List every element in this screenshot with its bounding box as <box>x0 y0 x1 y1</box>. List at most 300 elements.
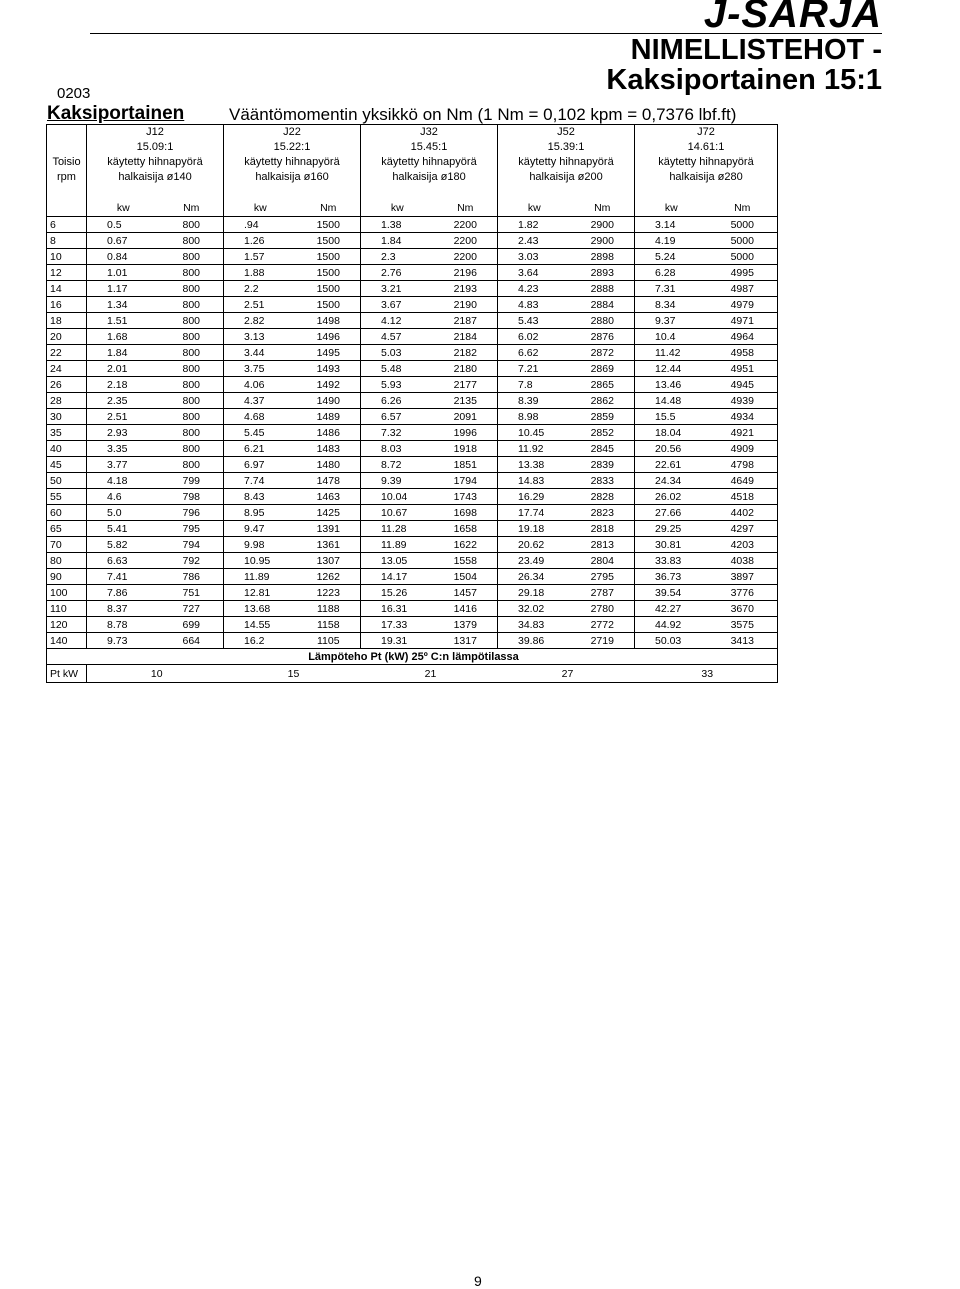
nm-cell: 800 <box>157 233 224 249</box>
kw-cell: 5.03 <box>361 345 431 361</box>
kw-cell: 2.43 <box>498 233 568 249</box>
kw-cell: 7.32 <box>361 425 431 441</box>
nm-cell: 4971 <box>705 313 778 329</box>
kw-cell: 16.2 <box>224 633 294 649</box>
rpm-cell: 60 <box>47 505 87 521</box>
kw-cell: 9.39 <box>361 473 431 489</box>
kw-cell: 4.83 <box>498 297 568 313</box>
rpm-cell: 45 <box>47 457 87 473</box>
table-row <box>47 377 778 393</box>
kw-cell: 5.82 <box>87 537 157 553</box>
nm-cell: 1493 <box>294 361 361 377</box>
document-code: 0203 <box>57 85 91 102</box>
rpm-cell: 40 <box>47 441 87 457</box>
kw-cell: 6.57 <box>361 409 431 425</box>
kw-cell: 7.8 <box>498 377 568 393</box>
kw-cell: 7.74 <box>224 473 294 489</box>
kw-cell: 0.84 <box>87 249 157 265</box>
kw-cell: 14.83 <box>498 473 568 489</box>
pulley-diameter: halkaisija ø280 <box>635 170 778 185</box>
nm-cell: 800 <box>157 409 224 425</box>
nm-cell: 4934 <box>705 409 778 425</box>
nm-cell: 1416 <box>431 601 498 617</box>
ratings-table <box>46 124 778 683</box>
table-row <box>47 281 778 297</box>
nm-cell: 2833 <box>568 473 635 489</box>
pt-value: 21 <box>361 665 498 683</box>
table-row <box>47 217 778 233</box>
nm-cell: 2869 <box>568 361 635 377</box>
rpm-cell: 65 <box>47 521 87 537</box>
nm-cell: 1698 <box>431 505 498 521</box>
nm-cell: 1391 <box>294 521 361 537</box>
nm-cell: 2091 <box>431 409 498 425</box>
nm-cell: 3413 <box>705 633 778 649</box>
rpm-cell: 80 <box>47 553 87 569</box>
kw-cell: 30.81 <box>635 537 705 553</box>
kw-cell: 4.19 <box>635 233 705 249</box>
pt-row <box>47 665 778 683</box>
kw-cell: 1.01 <box>87 265 157 281</box>
kw-cell: 42.27 <box>635 601 705 617</box>
kw-cell: 23.49 <box>498 553 568 569</box>
pulley-row-2 <box>47 170 778 185</box>
kw-cell: 8.72 <box>361 457 431 473</box>
kw-cell: 6.02 <box>498 329 568 345</box>
nm-cell: 1743 <box>431 489 498 505</box>
table-row <box>47 249 778 265</box>
kw-cell: 8.39 <box>498 393 568 409</box>
nm-cell: 1489 <box>294 409 361 425</box>
model-name: J52 <box>498 125 635 141</box>
unit-row <box>47 200 778 217</box>
nm-cell: 1105 <box>294 633 361 649</box>
kw-cell: 7.86 <box>87 585 157 601</box>
nm-cell: 800 <box>157 393 224 409</box>
kw-cell: 5.43 <box>498 313 568 329</box>
table-row <box>47 329 778 345</box>
nm-cell: 800 <box>157 329 224 345</box>
nm-cell: 2845 <box>568 441 635 457</box>
kw-cell: 3.64 <box>498 265 568 281</box>
nm-cell: 1622 <box>431 537 498 553</box>
nm-cell: 2880 <box>568 313 635 329</box>
pulley-label: käytetty hihnapyörä <box>224 155 361 170</box>
kw-cell: 5.41 <box>87 521 157 537</box>
rpm-cell: 90 <box>47 569 87 585</box>
nm-cell: 5000 <box>705 249 778 265</box>
nm-cell: 800 <box>157 217 224 233</box>
rpm-cell: 14 <box>47 281 87 297</box>
nm-cell: 1495 <box>294 345 361 361</box>
unit-kw: kw <box>224 200 294 217</box>
model-ratio: 15.22:1 <box>224 140 361 155</box>
rpm-cell: 20 <box>47 329 87 345</box>
kw-cell: 5.45 <box>224 425 294 441</box>
kw-cell: 10.95 <box>224 553 294 569</box>
kw-cell: 8.98 <box>498 409 568 425</box>
kw-cell: 8.95 <box>224 505 294 521</box>
kw-cell: 5.48 <box>361 361 431 377</box>
table-row <box>47 233 778 249</box>
nm-cell: 1223 <box>294 585 361 601</box>
kw-cell: 2.2 <box>224 281 294 297</box>
model-ratio: 15.45:1 <box>361 140 498 155</box>
nm-cell: 3776 <box>705 585 778 601</box>
nm-cell: 1379 <box>431 617 498 633</box>
unit-nm: Nm <box>157 200 224 217</box>
heat-capacity-caption: Lämpöteho Pt (kW) 25º C:n lämpötilassa <box>47 649 778 665</box>
kw-cell: 1.34 <box>87 297 157 313</box>
kw-cell: 15.26 <box>361 585 431 601</box>
kw-cell: 8.78 <box>87 617 157 633</box>
kw-cell: 39.86 <box>498 633 568 649</box>
kw-cell: 4.6 <box>87 489 157 505</box>
nm-cell: 2893 <box>568 265 635 281</box>
kw-cell: 1.68 <box>87 329 157 345</box>
nm-cell: 4995 <box>705 265 778 281</box>
subtitle-line-1: NIMELLISTEHOT - <box>630 34 882 66</box>
table-row <box>47 265 778 281</box>
nm-cell: 1463 <box>294 489 361 505</box>
kw-cell: 5.0 <box>87 505 157 521</box>
kw-cell: 1.51 <box>87 313 157 329</box>
nm-cell: 1500 <box>294 281 361 297</box>
spacer-row <box>47 185 778 200</box>
kw-cell: 9.47 <box>224 521 294 537</box>
kw-cell: 9.98 <box>224 537 294 553</box>
nm-cell: 1996 <box>431 425 498 441</box>
nm-cell: 4958 <box>705 345 778 361</box>
table-row <box>47 361 778 377</box>
pt-value: 15 <box>224 665 361 683</box>
pulley-diameter: halkaisija ø160 <box>224 170 361 185</box>
model-ratio: 14.61:1 <box>635 140 778 155</box>
pt-value: 33 <box>635 665 778 683</box>
nm-cell: 2200 <box>431 217 498 233</box>
kw-cell: 1.57 <box>224 249 294 265</box>
nm-cell: 4798 <box>705 457 778 473</box>
pulley-row-1 <box>47 155 778 170</box>
rpm-cell: 16 <box>47 297 87 313</box>
nm-cell: 2859 <box>568 409 635 425</box>
kw-cell: 44.92 <box>635 617 705 633</box>
kw-cell: 1.17 <box>87 281 157 297</box>
nm-cell: 2190 <box>431 297 498 313</box>
nm-cell: 1500 <box>294 265 361 281</box>
pulley-label: käytetty hihnapyörä <box>87 155 224 170</box>
nm-cell: 1480 <box>294 457 361 473</box>
kw-cell: 7.21 <box>498 361 568 377</box>
nm-cell: 2865 <box>568 377 635 393</box>
nm-cell: 1188 <box>294 601 361 617</box>
kw-cell: 20.62 <box>498 537 568 553</box>
nm-cell: 2872 <box>568 345 635 361</box>
kw-cell: 2.51 <box>87 409 157 425</box>
nm-cell: 2184 <box>431 329 498 345</box>
nm-cell: 1478 <box>294 473 361 489</box>
nm-cell: 2839 <box>568 457 635 473</box>
kw-cell: 16.29 <box>498 489 568 505</box>
nm-cell: 5000 <box>705 217 778 233</box>
kw-cell: 5.93 <box>361 377 431 393</box>
nm-cell: 1498 <box>294 313 361 329</box>
nm-cell: 800 <box>157 441 224 457</box>
nm-cell: 1500 <box>294 217 361 233</box>
table-row <box>47 473 778 489</box>
nm-cell: 1262 <box>294 569 361 585</box>
table-row <box>47 425 778 441</box>
nm-cell: 800 <box>157 361 224 377</box>
model-ratio: 15.09:1 <box>87 140 224 155</box>
kw-cell: .94 <box>224 217 294 233</box>
row-label-bottom: rpm <box>47 170 87 185</box>
model-name: J22 <box>224 125 361 141</box>
kw-cell: 29.25 <box>635 521 705 537</box>
rpm-cell: 12 <box>47 265 87 281</box>
nm-cell: 4979 <box>705 297 778 313</box>
kw-cell: 3.13 <box>224 329 294 345</box>
table-row <box>47 601 778 617</box>
nm-cell: 3897 <box>705 569 778 585</box>
nm-cell: 786 <box>157 569 224 585</box>
unit-nm: Nm <box>705 200 778 217</box>
brand-title: J-SARJA <box>703 0 882 36</box>
nm-cell: 4939 <box>705 393 778 409</box>
nm-cell: 4945 <box>705 377 778 393</box>
nm-cell: 4649 <box>705 473 778 489</box>
kw-cell: 3.14 <box>635 217 705 233</box>
kw-cell: 1.84 <box>361 233 431 249</box>
rpm-cell: 26 <box>47 377 87 393</box>
nm-cell: 1158 <box>294 617 361 633</box>
unit-nm: Nm <box>568 200 635 217</box>
kw-cell: 2.93 <box>87 425 157 441</box>
nm-cell: 2900 <box>568 217 635 233</box>
nm-cell: 2813 <box>568 537 635 553</box>
nm-cell: 1490 <box>294 393 361 409</box>
nm-cell: 1307 <box>294 553 361 569</box>
nm-cell: 4909 <box>705 441 778 457</box>
nm-cell: 2135 <box>431 393 498 409</box>
nm-cell: 3575 <box>705 617 778 633</box>
nm-cell: 4518 <box>705 489 778 505</box>
kw-cell: 39.54 <box>635 585 705 601</box>
nm-cell: 699 <box>157 617 224 633</box>
kw-cell: 4.06 <box>224 377 294 393</box>
rpm-cell: 6 <box>47 217 87 233</box>
nm-cell: 2182 <box>431 345 498 361</box>
kw-cell: 11.89 <box>361 537 431 553</box>
nm-cell: 4921 <box>705 425 778 441</box>
kw-cell: 33.83 <box>635 553 705 569</box>
kw-cell: 14.55 <box>224 617 294 633</box>
nm-cell: 1496 <box>294 329 361 345</box>
nm-cell: 800 <box>157 377 224 393</box>
table-row <box>47 537 778 553</box>
table-row <box>47 489 778 505</box>
table-row <box>47 313 778 329</box>
kw-cell: 11.42 <box>635 345 705 361</box>
kw-cell: 17.74 <box>498 505 568 521</box>
kw-cell: 2.3 <box>361 249 431 265</box>
kw-cell: 7.41 <box>87 569 157 585</box>
rpm-cell: 140 <box>47 633 87 649</box>
kw-cell: 36.73 <box>635 569 705 585</box>
nm-cell: 1317 <box>431 633 498 649</box>
nm-cell: 2193 <box>431 281 498 297</box>
nm-cell: 798 <box>157 489 224 505</box>
nm-cell: 2852 <box>568 425 635 441</box>
kw-cell: 3.77 <box>87 457 157 473</box>
nm-cell: 1851 <box>431 457 498 473</box>
nm-cell: 1558 <box>431 553 498 569</box>
nm-cell: 2780 <box>568 601 635 617</box>
kw-cell: 2.18 <box>87 377 157 393</box>
kw-cell: 2.51 <box>224 297 294 313</box>
nm-cell: 5000 <box>705 233 778 249</box>
rpm-cell: 24 <box>47 361 87 377</box>
kw-cell: 3.44 <box>224 345 294 361</box>
rpm-cell: 100 <box>47 585 87 601</box>
nm-cell: 1500 <box>294 249 361 265</box>
kw-cell: 13.68 <box>224 601 294 617</box>
nm-cell: 2200 <box>431 233 498 249</box>
nm-cell: 2180 <box>431 361 498 377</box>
pulley-label: käytetty hihnapyörä <box>635 155 778 170</box>
model-name-row <box>47 125 778 141</box>
nm-cell: 1361 <box>294 537 361 553</box>
nm-cell: 2862 <box>568 393 635 409</box>
caption-row <box>47 649 778 665</box>
nm-cell: 792 <box>157 553 224 569</box>
nm-cell: 2823 <box>568 505 635 521</box>
kw-cell: 3.21 <box>361 281 431 297</box>
page-number: 9 <box>474 1273 482 1289</box>
kw-cell: 14.48 <box>635 393 705 409</box>
nm-cell: 800 <box>157 345 224 361</box>
nm-cell: 727 <box>157 601 224 617</box>
kw-cell: 5.24 <box>635 249 705 265</box>
kw-cell: 8.43 <box>224 489 294 505</box>
kw-cell: 13.05 <box>361 553 431 569</box>
nm-cell: 1504 <box>431 569 498 585</box>
kw-cell: 34.83 <box>498 617 568 633</box>
nm-cell: 800 <box>157 313 224 329</box>
pulley-diameter: halkaisija ø200 <box>498 170 635 185</box>
nm-cell: 4987 <box>705 281 778 297</box>
kw-cell: 10.67 <box>361 505 431 521</box>
kw-cell: 17.33 <box>361 617 431 633</box>
nm-cell: 800 <box>157 281 224 297</box>
kw-cell: 1.84 <box>87 345 157 361</box>
nm-cell: 2177 <box>431 377 498 393</box>
nm-cell: 1658 <box>431 521 498 537</box>
nm-cell: 1486 <box>294 425 361 441</box>
unit-kw: kw <box>87 200 157 217</box>
nm-cell: 800 <box>157 249 224 265</box>
pulley-label: käytetty hihnapyörä <box>498 155 635 170</box>
rpm-cell: 50 <box>47 473 87 489</box>
kw-cell: 1.26 <box>224 233 294 249</box>
table-row <box>47 505 778 521</box>
table-row <box>47 457 778 473</box>
nm-cell: 1425 <box>294 505 361 521</box>
nm-cell: 4038 <box>705 553 778 569</box>
nm-cell: 2196 <box>431 265 498 281</box>
kw-cell: 3.75 <box>224 361 294 377</box>
nm-cell: 1492 <box>294 377 361 393</box>
unit-kw: kw <box>498 200 568 217</box>
table-row <box>47 345 778 361</box>
nm-cell: 4964 <box>705 329 778 345</box>
table-row <box>47 441 778 457</box>
nm-cell: 2772 <box>568 617 635 633</box>
nm-cell: 2719 <box>568 633 635 649</box>
nm-cell: 799 <box>157 473 224 489</box>
nm-cell: 795 <box>157 521 224 537</box>
subtitle-line-2: Kaksiportainen 15:1 <box>606 64 882 96</box>
nm-cell: 1794 <box>431 473 498 489</box>
kw-cell: 6.97 <box>224 457 294 473</box>
table-row <box>47 521 778 537</box>
kw-cell: 2.01 <box>87 361 157 377</box>
kw-cell: 10.04 <box>361 489 431 505</box>
nm-cell: 1457 <box>431 585 498 601</box>
pt-value: 10 <box>87 665 224 683</box>
nm-cell: 3670 <box>705 601 778 617</box>
kw-cell: 4.18 <box>87 473 157 489</box>
nm-cell: 800 <box>157 457 224 473</box>
kw-cell: 2.82 <box>224 313 294 329</box>
kw-cell: 20.56 <box>635 441 705 457</box>
kw-cell: 13.46 <box>635 377 705 393</box>
nm-cell: 1483 <box>294 441 361 457</box>
kw-cell: 8.34 <box>635 297 705 313</box>
kw-cell: 8.03 <box>361 441 431 457</box>
rpm-cell: 55 <box>47 489 87 505</box>
nm-cell: 1500 <box>294 297 361 313</box>
rpm-cell: 120 <box>47 617 87 633</box>
kw-cell: 27.66 <box>635 505 705 521</box>
kw-cell: 1.88 <box>224 265 294 281</box>
table-row <box>47 633 778 649</box>
pt-label: Pt kW <box>47 665 87 683</box>
kw-cell: 32.02 <box>498 601 568 617</box>
kw-cell: 12.81 <box>224 585 294 601</box>
kw-cell: 11.89 <box>224 569 294 585</box>
nm-cell: 1918 <box>431 441 498 457</box>
kw-cell: 50.03 <box>635 633 705 649</box>
table-row <box>47 617 778 633</box>
kw-cell: 29.18 <box>498 585 568 601</box>
nm-cell: 2787 <box>568 585 635 601</box>
kw-cell: 4.68 <box>224 409 294 425</box>
kw-cell: 4.57 <box>361 329 431 345</box>
kw-cell: 11.92 <box>498 441 568 457</box>
pt-value: 27 <box>498 665 635 683</box>
nm-cell: 2828 <box>568 489 635 505</box>
kw-cell: 10.4 <box>635 329 705 345</box>
nm-cell: 4203 <box>705 537 778 553</box>
kw-cell: 24.34 <box>635 473 705 489</box>
kw-cell: 4.37 <box>224 393 294 409</box>
kw-cell: 9.73 <box>87 633 157 649</box>
table-row <box>47 409 778 425</box>
nm-cell: 2795 <box>568 569 635 585</box>
table-row <box>47 569 778 585</box>
nm-cell: 4951 <box>705 361 778 377</box>
